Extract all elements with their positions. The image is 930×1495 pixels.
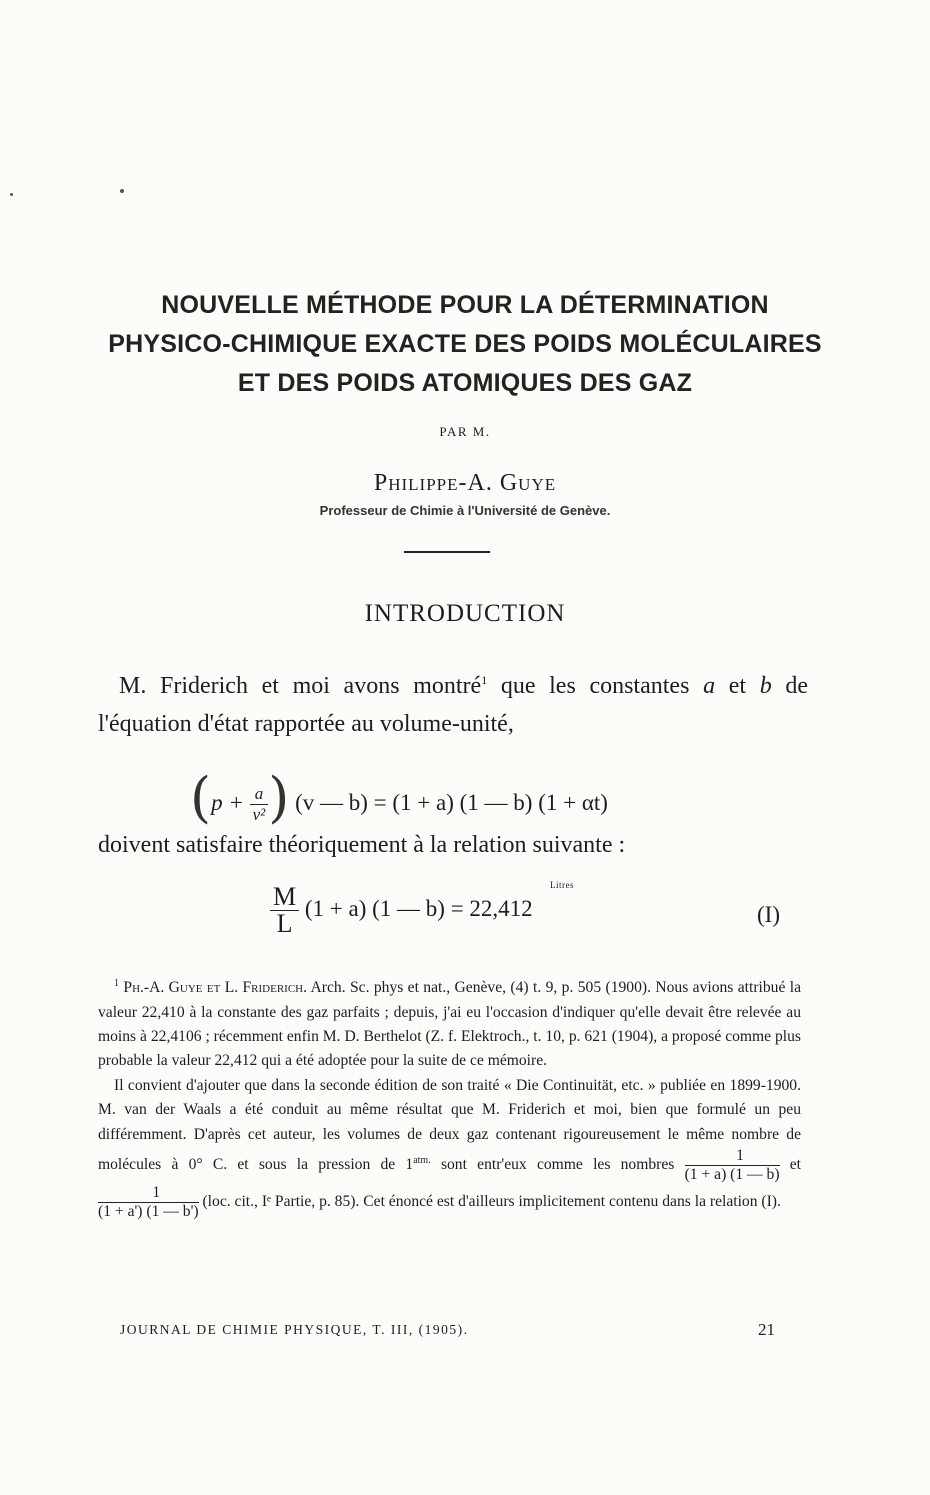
eq1-rest: (v — b) = (1 + a) (1 — b) (1 + αt) <box>295 790 608 815</box>
author-affiliation: Professeur de Chimie à l'Université de Genève. <box>319 503 611 518</box>
fraction-2 <box>98 1184 199 1221</box>
eq2-rest: (1 + a) (1 — b) = 22,412 <box>304 895 533 921</box>
footnote <box>98 972 801 1221</box>
var-a: a <box>703 673 716 699</box>
footnote-para-2 <box>98 1074 801 1221</box>
var-b: b <box>759 673 772 699</box>
eq2-frac-num: M <box>270 884 299 911</box>
p1-text-3: et <box>715 673 760 699</box>
fraction-2-den: (1 + a') (1 — b') <box>98 1203 199 1221</box>
journal-citation: JOURNAL DE CHIMIE PHYSIQUE, T. III, (1905). <box>120 1322 469 1337</box>
print-speck <box>120 189 124 193</box>
footnote-marker: 1 <box>114 978 119 989</box>
article-title <box>80 286 850 403</box>
fraction-2-num: 1 <box>98 1184 199 1203</box>
title-divider <box>404 551 490 553</box>
footnote-text-2b: sont entr'eux comme les nombres <box>430 1156 675 1174</box>
p1-text-4: de l'équation d'état rapportée au volume-unité, <box>98 673 808 737</box>
byline: PAR M. <box>439 424 491 439</box>
main-relation <box>270 880 790 944</box>
footnote-ref: 1 <box>481 673 488 687</box>
footnote-text-2a: Il convient d'ajouter que dans la seconde édition de son traité « Die Continuität, etc. » publiée en 1899-1900. M. van der Waals a été conduit au même résultat que M. Friderich et moi, bien que formulé un peu différemment. D'après cet auteur, les volumes de deux gaz contenant rigoureusement le même nombre de molécules à 0° C. et sous la pression de 1 <box>98 1076 801 1174</box>
fraction-1-num: 1 <box>685 1147 780 1166</box>
footnote-text-1: Arch. Sc. phys et nat., Genève, (4) t. 9, p. 505 (1900). Nous avions attribué la valeur 22,410 à la constante des gaz parfaits ; depuis, j'ai eu l'occasion d'indiquer qu'elle devait être relevée au moins à 22,4106 ; récemment enfin M. D. Berthelot (Z. f. Elektroch., t. 10, p. 621 (1904), a proposé comme plus probable la valeur 22,412 qui a été adoptée pour la suite de ce mémoire. <box>98 979 801 1070</box>
intro-paragraph <box>98 661 808 743</box>
eq1-frac-num: a <box>250 784 269 805</box>
relation-paragraph: doivent satisfaire théoriquement à la relation suivante : <box>98 832 626 858</box>
footnote-para-1 <box>98 972 801 1074</box>
footnote-et: et <box>779 1156 802 1174</box>
equation-number: (I) <box>757 902 780 927</box>
eq2-frac-den: L <box>276 909 293 938</box>
eq2-fraction <box>270 884 299 937</box>
atm-superscript: atm. <box>413 1154 431 1166</box>
equation-of-state: (p + $\frac{a}{\text{v²}}$ ) (v — b) = (1 + a) (1 — b) (1 + αt) <box>190 766 608 829</box>
eq1-frac-den: v² <box>252 805 266 825</box>
p1-text-2: que les constantes <box>487 673 704 699</box>
section-heading: INTRODUCTION <box>364 600 566 627</box>
page-number: 21 <box>758 1320 775 1339</box>
p1-text-1: M. Friderich et moi avons montré <box>119 673 482 699</box>
title-line-2: PHYSICO-CHIMIQUE EXACTE DES POIDS MOLÉCULAIRES <box>108 330 822 358</box>
eq1-p: p + <box>211 790 244 815</box>
unit-label: Litres <box>550 880 574 890</box>
fraction-1 <box>685 1147 780 1184</box>
print-speck <box>10 193 13 196</box>
author-name: Philippe-A. Guye <box>373 470 557 496</box>
footnote-authors: Ph.-A. Guye et L. Friderich. <box>123 979 308 997</box>
fraction-1-den: (1 + a) (1 — b) <box>684 1166 780 1184</box>
title-line-3: ET DES POIDS ATOMIQUES DES GAZ <box>237 369 693 397</box>
title-line-1: NOUVELLE MÉTHODE POUR LA DÉTERMINATION <box>161 291 769 319</box>
eq1-fraction <box>250 784 269 825</box>
footnote-text-3: (loc. cit., Iᵉ Partie, p. 85). Cet énoncé est d'ailleurs implicitement contenu dans la relation (I). <box>198 1193 781 1211</box>
